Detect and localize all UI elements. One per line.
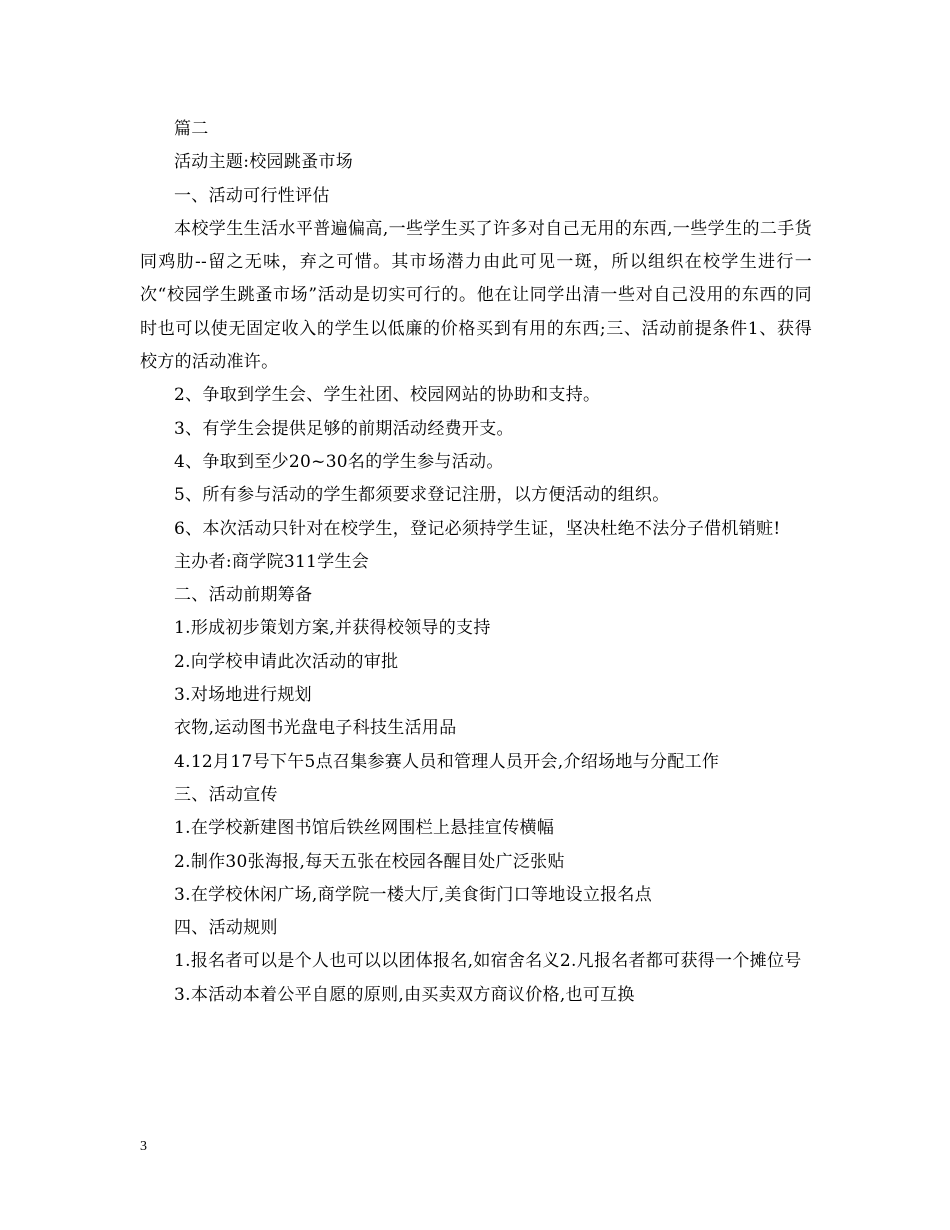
condition-item-6: 6、本次活动只针对在校学生，登记必须持学生证，坚决杜绝不法分子借机销赃! (174, 518, 781, 539)
rules-item-1-2: 1.报名者可以是个人也可以以团体报名,如宿舍名义2.凡报名者都可获得一个摊位号 (174, 951, 802, 972)
publicity-item-1: 1.在学校新建图书馆后铁丝网围栏上悬挂宣传横幅 (174, 818, 555, 839)
preparation-item-1: 1.形成初步策划方案,并获得校领导的支持 (174, 618, 491, 639)
section-label: 篇二 (174, 119, 209, 139)
heading-preparation: 二、活动前期筹备 (174, 585, 313, 606)
publicity-item-2: 2.制作30张海报,每天五张在校园各醒目处广泛张贴 (174, 851, 565, 872)
heading-feasibility: 一、活动可行性评估 (174, 185, 330, 206)
condition-item-3: 3、有学生会提供足够的前期活动经费开支。 (174, 418, 514, 439)
heading-rules: 四、活动规则 (174, 918, 278, 939)
preparation-item-3: 3.对场地进行规划 (174, 685, 312, 706)
activity-theme: 活动主题:校园跳蚤市场 (174, 152, 354, 173)
rules-item-3: 3.本活动本着公平自愿的原则,由买卖双方商议价格,也可互换 (174, 984, 635, 1005)
page-number: 3 (140, 1139, 147, 1154)
preparation-item-2: 2.向学校申请此次活动的审批 (174, 651, 399, 672)
publicity-item-3: 3.在学校休闲广场,商学院一楼大厅,美食街门口等地设立报名点 (174, 884, 653, 905)
document-body (140, 113, 812, 1012)
condition-item-5: 5、所有参与活动的学生都须要求登记注册，以方便活动的组织。 (174, 485, 670, 506)
heading-publicity: 三、活动宣传 (174, 784, 278, 805)
preparation-item-4: 4.12月17号下午5点召集参赛人员和管理人员开会,介绍场地与分配工作 (174, 751, 720, 772)
venue-categories: 衣物,运动图书光盘电子科技生活用品 (174, 718, 457, 739)
condition-item-2: 2、争取到学生会、学生社团、校园网站的协助和支持。 (174, 385, 601, 406)
condition-item-4: 4、争取到至少20~30名的学生参与活动。 (174, 451, 504, 472)
organizer: 主办者:商学院311学生会 (174, 551, 370, 572)
feasibility-paragraph: 本校学生生活水平普遍偏高,一些学生买了许多对自己无用的东西,一些学生的二手货同鸡肋--留之无味，弃之可惜。其市场潜力由此可见一斑，所以组织在校学生进行一次“校园学生跳蚤市场”活动是切实可行的。他在让同学出清一些对自己没用的东西的同时也可以使无固定收入的学生以低廉的价格买到有用的东西;三、活动前提条件1、获得校方的活动准许。 (140, 218, 812, 373)
